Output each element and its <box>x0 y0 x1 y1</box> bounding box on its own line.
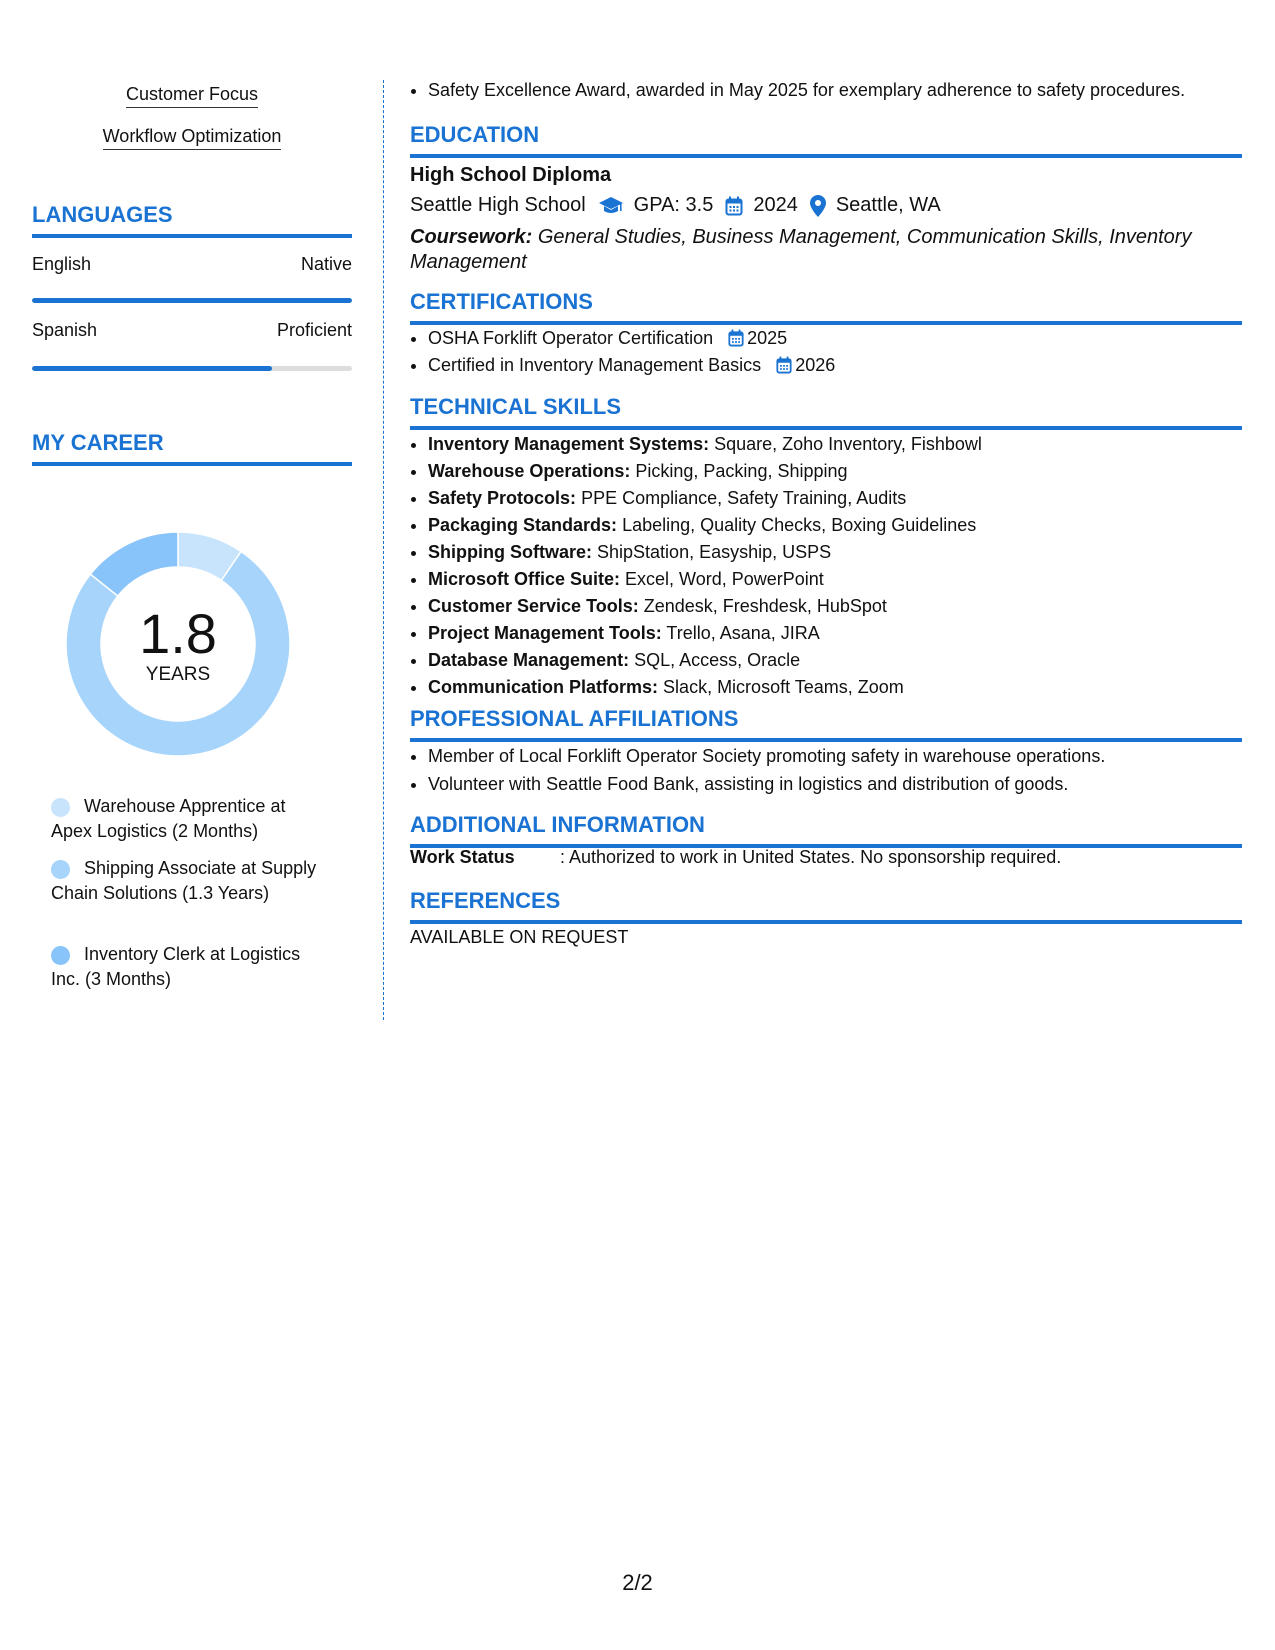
language-name: English <box>32 254 92 274</box>
education-heading: EDUCATION <box>410 122 1242 158</box>
skill-values: Trello, Asana, JIRA <box>666 623 820 643</box>
language-level: Proficient <box>276 320 352 340</box>
technical-skills-list <box>410 431 1242 701</box>
certifications-list <box>410 325 1242 379</box>
additional-info-heading: ADDITIONAL INFORMATION <box>410 812 1242 848</box>
career-total <box>66 532 290 756</box>
career-legend-dot <box>51 860 70 879</box>
language-proficiency-bar <box>32 298 352 303</box>
work-status-row <box>410 847 1061 868</box>
skill-values: Labeling, Quality Checks, Boxing Guidelines <box>622 515 977 535</box>
career-legend-dot <box>51 798 70 817</box>
technical-skill-item <box>428 566 1242 593</box>
career-item <box>51 942 321 992</box>
skill-category: Warehouse Operations: <box>428 461 631 481</box>
certification-year: 2025 <box>747 328 788 348</box>
technical-skill-item <box>428 512 1242 539</box>
column-divider <box>383 80 384 1020</box>
awards-list <box>410 80 1242 101</box>
language-proficiency-bar <box>32 366 352 371</box>
coursework <box>410 225 1210 275</box>
calendar-icon <box>728 329 744 347</box>
technical-skill-item <box>428 593 1242 620</box>
skill-category: Safety Protocols: <box>428 488 577 508</box>
skill-values: Zendesk, Freshdesk, HubSpot <box>643 596 887 616</box>
language-name: Spanish <box>32 320 98 340</box>
skill-values: PPE Compliance, Safety Training, Audits <box>581 488 907 508</box>
skill-values: Picking, Packing, Shipping <box>635 461 848 481</box>
skill-tag: Customer Focus <box>32 84 352 108</box>
career-legend-dot <box>51 946 70 965</box>
references-text: AVAILABLE ON REQUEST <box>410 927 629 947</box>
career-item <box>51 794 321 844</box>
skill-values: Square, Zoho Inventory, Fishbowl <box>714 434 982 454</box>
technical-skill-item <box>428 458 1242 485</box>
career-item <box>51 856 321 906</box>
coursework-list: General Studies, Business Management, Communication Skills, Inventory Management <box>410 226 1192 273</box>
certification-name: Certified in Inventory Management Basics <box>428 355 762 375</box>
languages-heading: LANGUAGES <box>32 202 352 238</box>
technical-skill-item <box>428 539 1242 566</box>
technical-skill-item <box>428 485 1242 512</box>
map-pin-icon <box>810 195 826 217</box>
skill-values: Slack, Microsoft Teams, Zoom <box>663 677 904 697</box>
skill-category: Project Management Tools: <box>428 623 662 643</box>
list-item: • Member of Local Forklift Operator Society promoting safety in warehouse operations. <box>428 742 1242 770</box>
language-proficiency-fill <box>32 298 352 303</box>
career-item-text: Inventory Clerk at Logistics Inc. (3 Months) <box>51 944 301 989</box>
gpa: GPA: 3.5 <box>633 194 714 216</box>
skill-category: Inventory Management Systems: <box>428 434 710 454</box>
work-status-value: : Authorized to work in United States. No sponsorship required. <box>560 847 1062 867</box>
technical-skills-heading: TECHNICAL SKILLS <box>410 394 1242 430</box>
career-total-unit: YEARS <box>145 664 211 685</box>
career-item-text: Warehouse Apprentice at Apex Logistics (2 Months) <box>51 796 286 841</box>
certification-year: 2026 <box>795 355 836 375</box>
skill-category: Communication Platforms: <box>428 677 659 697</box>
skill-category: Packaging Standards: <box>428 515 618 535</box>
graduation-cap-icon <box>598 196 624 216</box>
coursework-label: Coursework: <box>410 226 533 248</box>
degree-title: High School Diploma <box>410 164 612 186</box>
skill-values: ShipStation, Easyship, USPS <box>597 542 832 562</box>
list-item: • Volunteer with Seattle Food Bank, assisting in logistics and distribution of goods. <box>428 770 1242 798</box>
career-heading: MY CAREER <box>32 430 352 466</box>
certifications-heading: CERTIFICATIONS <box>410 289 1242 325</box>
skill-category: Customer Service Tools: <box>428 596 639 616</box>
education-details <box>410 194 941 217</box>
references-heading: REFERENCES <box>410 888 1242 924</box>
list-item: • Safety Excellence Award, awarded in May 2025 for exemplary adherence to safety procedures. <box>428 80 1242 101</box>
technical-skill-item <box>428 674 1242 701</box>
skill-values: Excel, Word, PowerPoint <box>625 569 824 589</box>
work-status-label: Work Status <box>410 847 515 867</box>
affiliations-heading: PROFESSIONAL AFFILIATIONS <box>410 706 1242 742</box>
calendar-icon <box>725 196 743 216</box>
career-total-value: 1.8 <box>139 602 217 665</box>
skill-values: SQL, Access, Oracle <box>634 650 801 670</box>
school-location: Seattle, WA <box>835 194 941 216</box>
graduation-year: 2024 <box>753 194 798 216</box>
career-item-text: Shipping Associate at Supply Chain Solutions (1.3 Years) <box>51 858 317 903</box>
skill-category: Database Management: <box>428 650 630 670</box>
technical-skill-item <box>428 647 1242 674</box>
calendar-icon <box>776 356 792 374</box>
certification-name: OSHA Forklift Operator Certification <box>428 328 714 348</box>
technical-skill-item <box>428 620 1242 647</box>
affiliations-list <box>410 742 1242 798</box>
school-name: Seattle High School <box>410 194 586 216</box>
certification-item <box>428 325 1242 352</box>
skill-category: Microsoft Office Suite: <box>428 569 621 589</box>
certification-item <box>428 352 1242 379</box>
language-proficiency-fill <box>32 366 272 371</box>
technical-skill-item <box>428 431 1242 458</box>
skill-tag: Workflow Optimization <box>32 126 352 150</box>
page-number: 2/2 <box>622 1570 653 1595</box>
skill-category: Shipping Software: <box>428 542 592 562</box>
language-level: Native <box>300 254 352 274</box>
